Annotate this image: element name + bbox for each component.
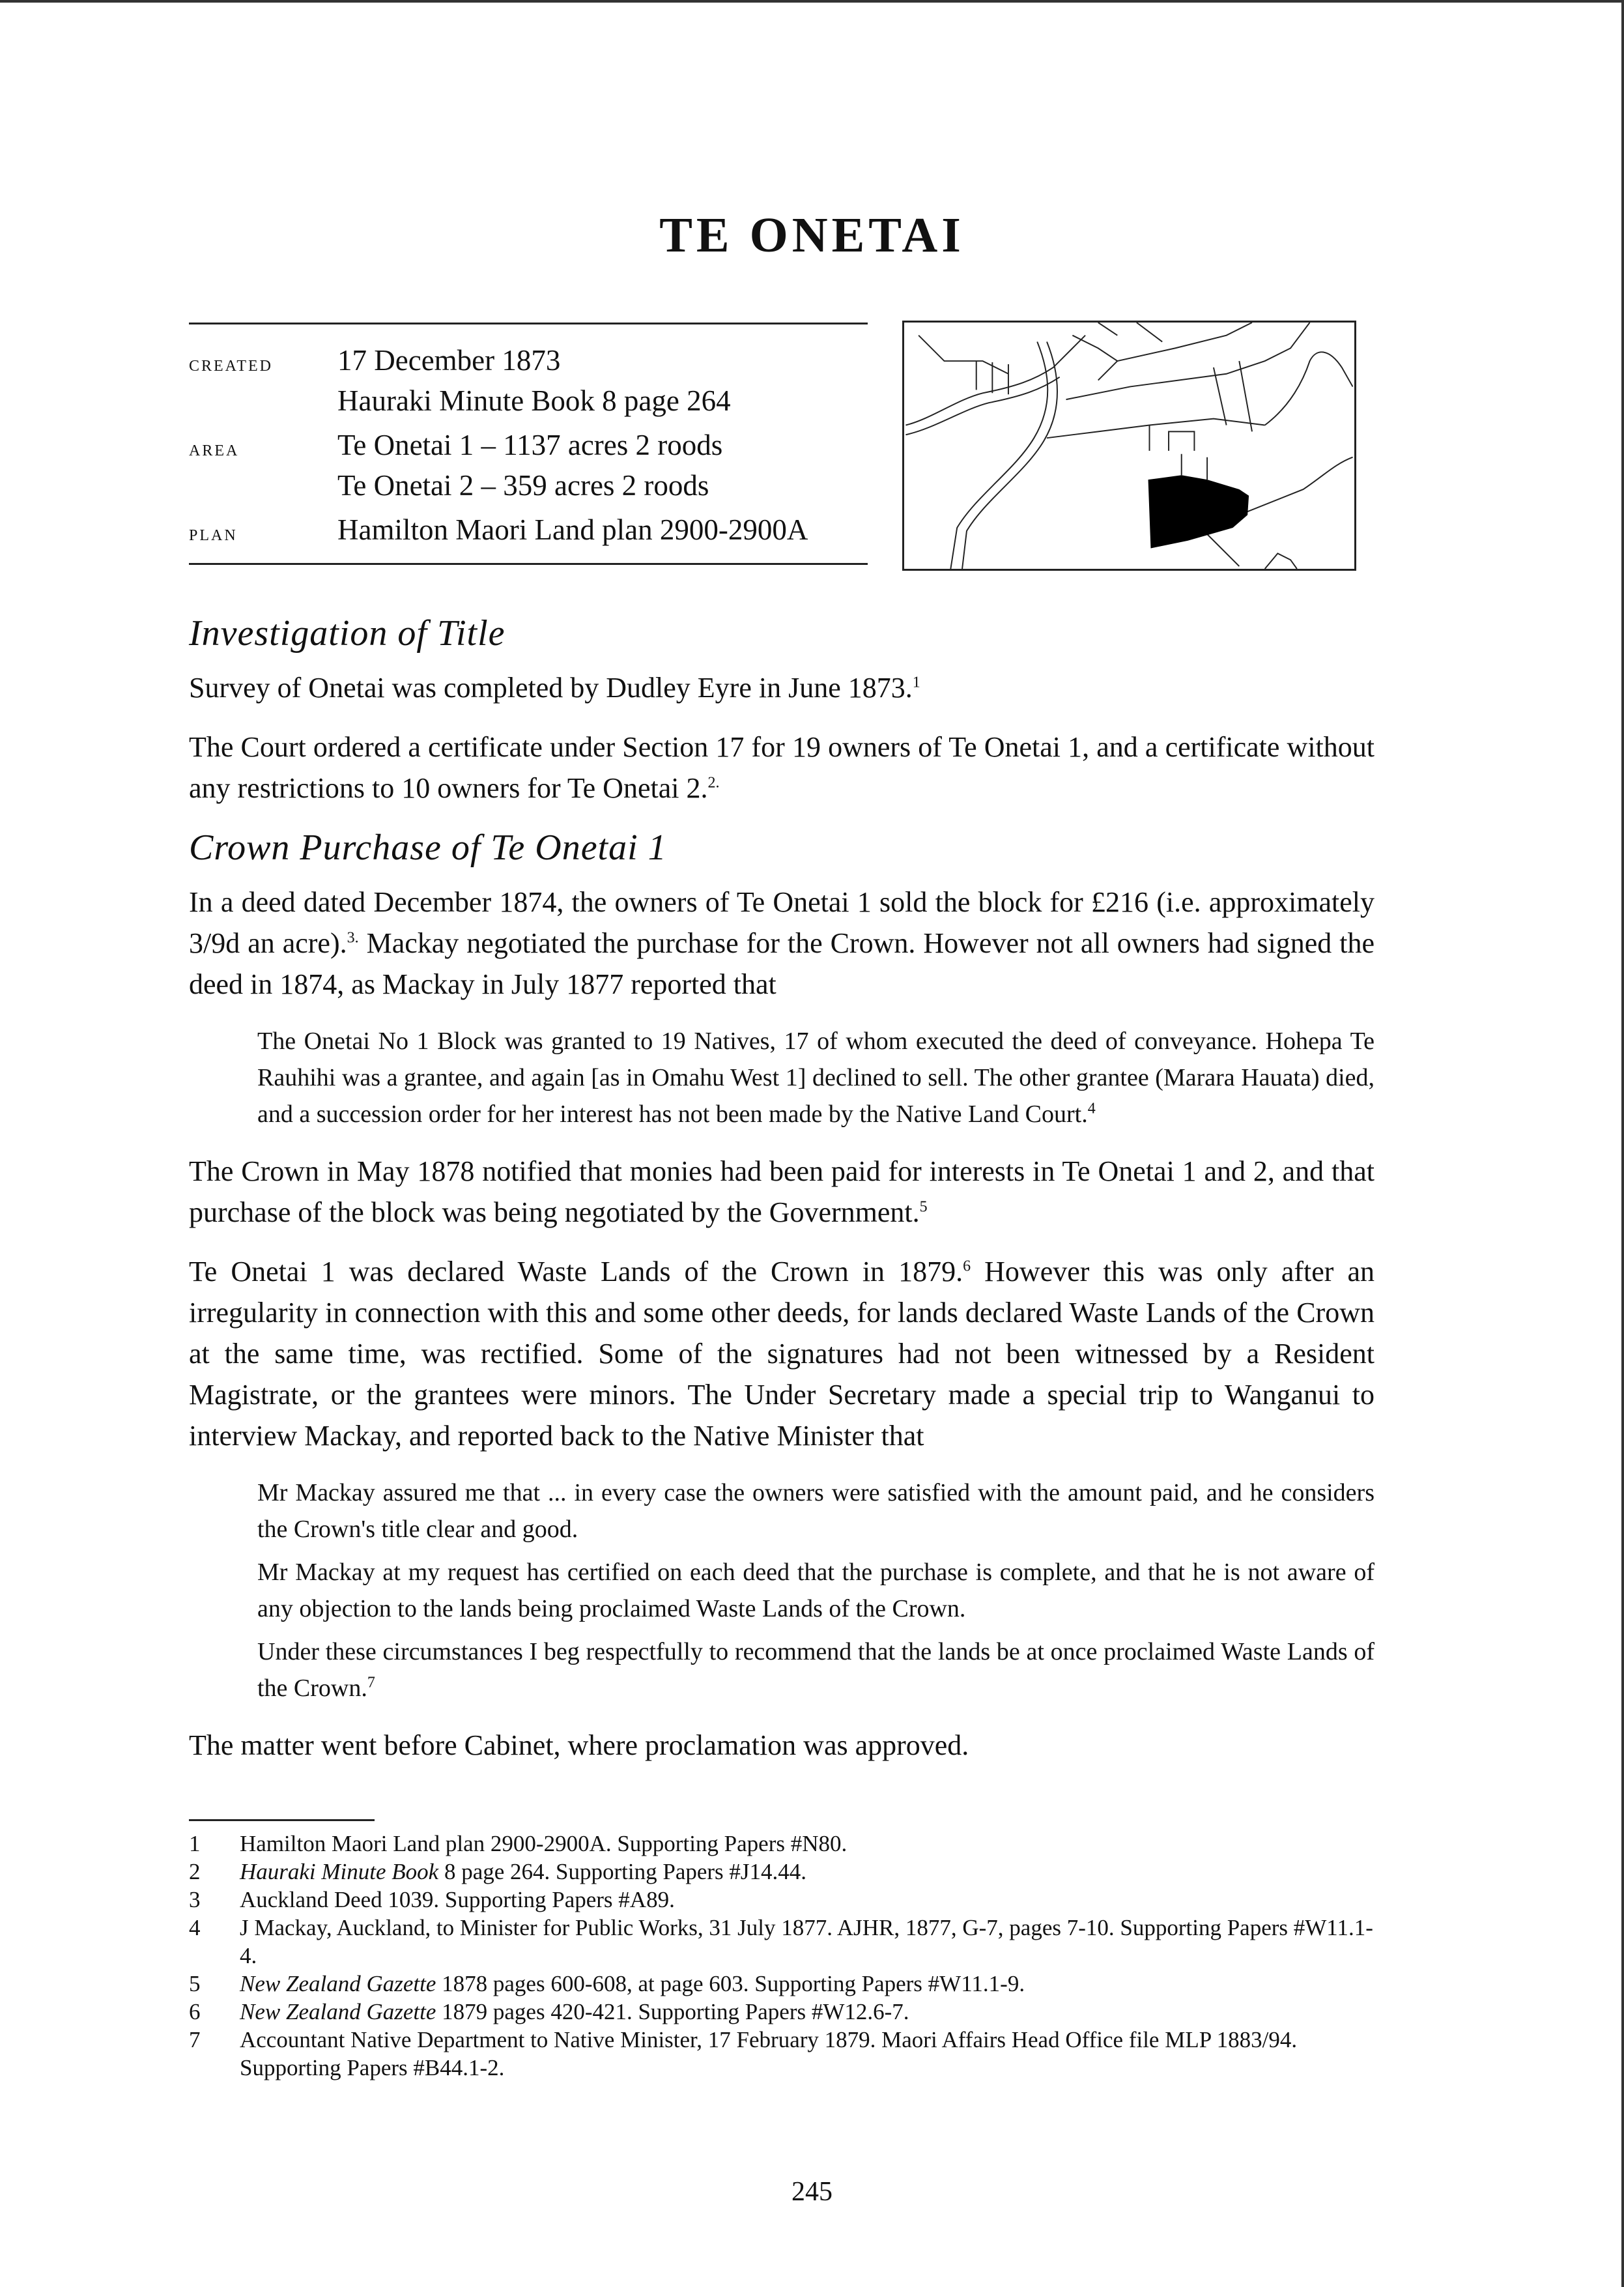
location-map-drawing [904, 323, 1354, 569]
boundary-line [976, 361, 1008, 394]
boundary-line [1117, 323, 1252, 361]
quote-paragraph: Mr Mackay assured me that ... in every case the owners were satisfied with the amount paid, and he considers the Crown's title clear and good. [257, 1479, 1375, 1543]
paragraph-text: The Crown in May 1878 notified that monies had been paid for interests in Te Onetai 1 and 2, and that purchase of the block was being negotiated by the Government. [189, 1155, 1375, 1228]
footnote-text: Accountant Native Department to Native Minister, 17 February 1879. Maori Affairs Head Office file MLP 1883/94. Supporting Papers #B44.1-2. [240, 2027, 1298, 2080]
boundary-line [1098, 323, 1162, 342]
footnote-ref-5: 5 [919, 1198, 928, 1216]
created-source: Hauraki Minute Book 8 page 264 [337, 384, 731, 417]
footnote [189, 1858, 1375, 1886]
quote-paragraph [257, 1023, 1375, 1132]
main-content [189, 612, 1375, 1784]
footnote-ref-2: 2. [707, 774, 720, 792]
page-number: 245 [791, 2177, 833, 2207]
block-summary-table [189, 323, 868, 565]
footnote-italic: New Zealand Gazette [240, 1971, 436, 1996]
paragraph-text: In a deed dated December 1874, the owners of Te Onetai 1 sold the block for £216 (i.e. approximately 3/9d an acre). [189, 886, 1375, 959]
footnote-italic: New Zealand Gazette [240, 1999, 436, 2024]
footnote-ref-7: 7 [367, 1674, 375, 1691]
paragraph-text: The Court ordered a certificate under Section 17 for 19 owners of Te Onetai 1, and a certificate without any restrictions to 10 owners for Te Onetai 2. [189, 731, 1375, 804]
footnote [189, 1830, 1375, 1858]
plan-row [189, 510, 868, 550]
footnote-ref-6: 6 [963, 1258, 971, 1275]
paragraph-text: Te Onetai 1 was declared Waste Lands of the Crown in 1879. [189, 1256, 963, 1287]
footnote [189, 1998, 1375, 2026]
footnote-ref-1: 1 [912, 674, 920, 691]
investigation-paragraph-1 [189, 667, 1375, 708]
area-row [189, 425, 868, 506]
boundary-line [1150, 425, 1195, 451]
quote-text: The Onetai No 1 Block was granted to 19 Natives, 17 of whom executed the deed of conveyance. Hohepa Te Rauhihi was a grantee, and again [as in Omahu West 1] declined to sell. The other grantee (Marara Hauata) died, and a succession order for her interest has not been made by the Native Land Court. [257, 1028, 1375, 1128]
plan-label: plan [189, 521, 238, 545]
purchase-paragraph-1 [189, 882, 1375, 1005]
investigation-heading: Investigation of Title [189, 613, 506, 654]
footnote-number: 5 [189, 1971, 201, 1996]
top-edge-line [0, 0, 1624, 3]
quote-paragraph: Mr Mackay at my request has certified on each deed that the purchase is complete, and that he is not aware of any objection to the lands being proclaimed Waste Lands of the Crown. [257, 1559, 1375, 1622]
purchase-paragraph-2 [189, 1151, 1375, 1233]
footnote-text: 8 page 264. Supporting Papers #J14.44. [438, 1859, 807, 1884]
te-onetai-block [1148, 475, 1249, 548]
footnote-divider [189, 1819, 375, 1821]
block-boundary-line [1182, 454, 1207, 480]
created-row [189, 340, 868, 421]
quote-text: Under these circumstances I beg respectfully to recommend that the lands be at once proclaimed Waste Lands of the Crown. [257, 1638, 1375, 1702]
river-bank-line [905, 377, 1059, 435]
footnote-ref-3: 3. [347, 929, 359, 947]
footnote-number: 4 [189, 1915, 201, 1940]
footnote-text: J Mackay, Auckland, to Minister for Public Works, 31 July 1877. AJHR, 1877, G-7, pages 7-10. Supporting Papers #W11.1-4. [240, 1915, 1373, 1968]
footnote-number: 6 [189, 1999, 201, 2024]
footnote-number: 1 [189, 1831, 201, 1856]
purchase-paragraph-4: The matter went before Cabinet, where proclamation was approved. [189, 1729, 969, 1761]
footnote-ref-4: 4 [1087, 1100, 1096, 1117]
boundary-line [1239, 457, 1352, 515]
footnote-italic: Hauraki Minute Book [240, 1859, 439, 1884]
page-title: TE ONETAI [659, 208, 965, 263]
plan-value: Hamilton Maori Land plan 2900-2900A [337, 513, 808, 546]
boundary-line [1066, 323, 1310, 399]
area-label: area [189, 437, 240, 461]
footnote-number: 3 [189, 1887, 201, 1912]
block-quote-1 [257, 1023, 1375, 1132]
footnote-text: Auckland Deed 1039. Supporting Papers #A89. [240, 1887, 675, 1912]
boundary-line [1047, 419, 1265, 439]
footnote-text: 1878 pages 600-608, at page 603. Supporting Papers #W11.1-9. [436, 1971, 1025, 1996]
created-label: created [189, 352, 273, 376]
footnote-text: Hamilton Maori Land plan 2900-2900A. Supporting Papers #N80. [240, 1831, 848, 1856]
boundary-line [1201, 528, 1297, 569]
paragraph-text: Mackay negotiated the purchase for the Crown. However not all owners had signed the deed in 1874, as Mackay in July 1877 reported that [189, 927, 1375, 1000]
footnote [189, 1914, 1375, 1970]
footnotes [189, 1830, 1375, 2082]
area-line-1: Te Onetai 1 – 1137 acres 2 roods [337, 429, 723, 461]
area-line-2: Te Onetai 2 – 359 acres 2 roods [337, 469, 709, 502]
location-map [902, 321, 1356, 571]
right-edge-line [1621, 0, 1624, 2287]
paragraph-text: However this was only after an irregularity in connection with this and some other deeds, for lands declared Waste Lands of the Crown at the same time, was rectified. Some of the signatures had not been witnessed by a Resident Magistrate, or the grantees were minors. The Under Secretary made a special trip to Wanganui to interview Mackay, and reported back to the Native Minister that [189, 1256, 1375, 1452]
footnote-number: 2 [189, 1859, 201, 1884]
purchase-paragraph-3 [189, 1251, 1375, 1456]
footnote-text: 1879 pages 420-421. Supporting Papers #W12.6-7. [436, 1999, 909, 2024]
purchase-heading: Crown Purchase of Te Onetai 1 [189, 827, 667, 868]
boundary-line [1265, 352, 1353, 425]
quote-paragraph [257, 1633, 1375, 1706]
footnote [189, 2026, 1375, 2082]
boundary-line [919, 336, 1008, 374]
paragraph-text: Survey of Onetai was completed by Dudley Eyre in June 1873. [189, 672, 913, 704]
footnote [189, 1886, 1375, 1914]
footnote [189, 1970, 1375, 1998]
block-quote-2 [257, 1474, 1375, 1706]
created-date: 17 December 1873 [337, 344, 561, 377]
investigation-paragraph-2 [189, 726, 1375, 809]
footnote-number: 7 [189, 2027, 201, 2052]
